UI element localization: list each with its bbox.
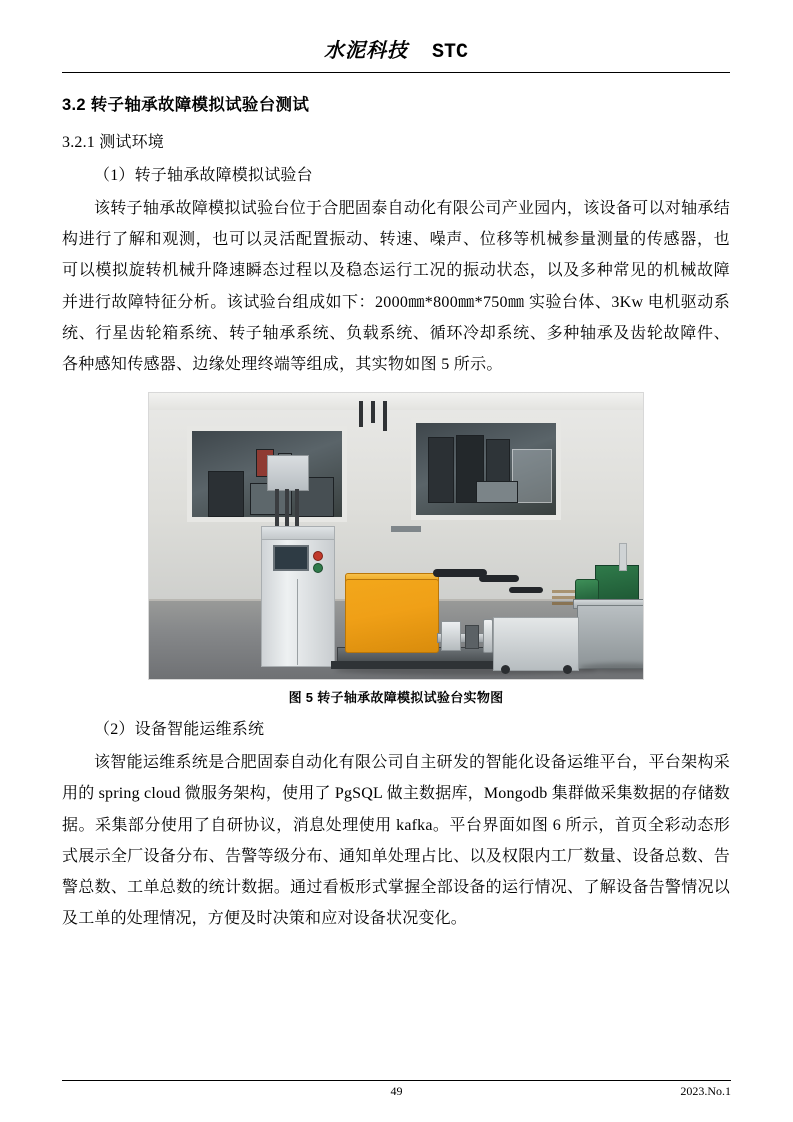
- cabinet-hmi-screen: [273, 545, 309, 571]
- page-number: 49: [390, 1084, 403, 1098]
- conduit-ceiling-1: [359, 401, 363, 427]
- side-bench: [577, 605, 644, 669]
- page-footer: [62, 1080, 731, 1100]
- figure-5-caption: 图 5 转子轴承故障模拟试验台实物图: [288, 690, 504, 706]
- header-divider: [62, 72, 730, 73]
- photo-window-right: [411, 418, 561, 520]
- bearing-housing-1: [441, 621, 461, 651]
- subsection-heading: 3.2.1 测试环境: [62, 134, 165, 151]
- issue-label: 2023.No.1: [680, 1084, 731, 1098]
- list-item-1: （1）转子轴承故障模拟试验台: [94, 167, 313, 184]
- coupling-1: [465, 625, 479, 649]
- page-header: [62, 34, 730, 70]
- cable-bundle-3: [509, 587, 543, 593]
- motor-drive-unit: [345, 579, 439, 653]
- pump-motor-green: [575, 579, 599, 601]
- cooling-cart: [493, 617, 579, 671]
- figure-5-photo: [148, 392, 644, 680]
- rotor-disc-1: [483, 619, 493, 653]
- figure-5: [148, 392, 644, 706]
- footer-divider: [62, 1080, 731, 1081]
- cable-bundle-2: [479, 575, 519, 582]
- pipe-vertical: [619, 543, 627, 571]
- list-item-2: （2）设备智能运维系统: [94, 721, 265, 739]
- journal-title-en: STC: [431, 41, 468, 64]
- conduit-ceiling-3: [383, 401, 387, 431]
- conduit-ceiling-2: [371, 401, 375, 423]
- window-right-bench: [476, 481, 518, 503]
- photo-ceiling: [149, 393, 643, 410]
- section-heading: 3.2 转子轴承故障模拟试验台测试: [62, 96, 310, 114]
- page-content: [62, 34, 730, 934]
- journal-title-zh: 水泥科技: [323, 40, 408, 62]
- cabinet-door-seam: [297, 579, 298, 665]
- window-right-glass-cabinet: [512, 449, 552, 503]
- window-right-rack-1: [428, 437, 454, 503]
- paragraph-1: 该转子轴承故障模拟试验台位于合肥固泰自动化有限公司产业园内，该设备可以对轴承结构进行了解和观测，也可以灵活配置振动、转速、噪声、位移等机械参量测量的传感器，也可以模拟旋转机械升降速瞬态过程以及稳态运行工况的振动状态，以及多种常见的机械故障并进行故障特征分析。该试验台组成如下：2000㎜*800㎜*750㎜ 实验台体、3Kw 电机驱动系统、行星齿轮箱系统、转子轴承系统、负载系统、循环冷却系统、多种轴承及齿轮故障件、各种感知传感器、边缘处理终端等组成，其实物如图 5 所示。: [62, 200, 730, 373]
- electrical-box-label: [391, 526, 421, 532]
- wall-electrical-box: [267, 455, 309, 491]
- window-left-equipment-a: [208, 471, 244, 517]
- paragraph-2: 该智能运维系统是合肥固泰自动化有限公司自主研发的智能化设备运维平台，平台架构采用的 spring cloud 微服务架构，使用了 PgSQL 做主数据库，Mongodb 集群做采集数据的存储数据。采集部分使用了自研协议，消息处理使用 kafka。平台界面如图 6 所示，首页全彩动态形式展示全厂设备分布、告警等级分布、通知单处理占比、以及权限内工厂数量、设备总数、告警总数、工单总数的统计数据。通过看板形式掌握全部设备的运行情况、了解设备告警情况以及工单的处理情况，方便及时决策和应对设备状况变化。: [62, 754, 730, 928]
